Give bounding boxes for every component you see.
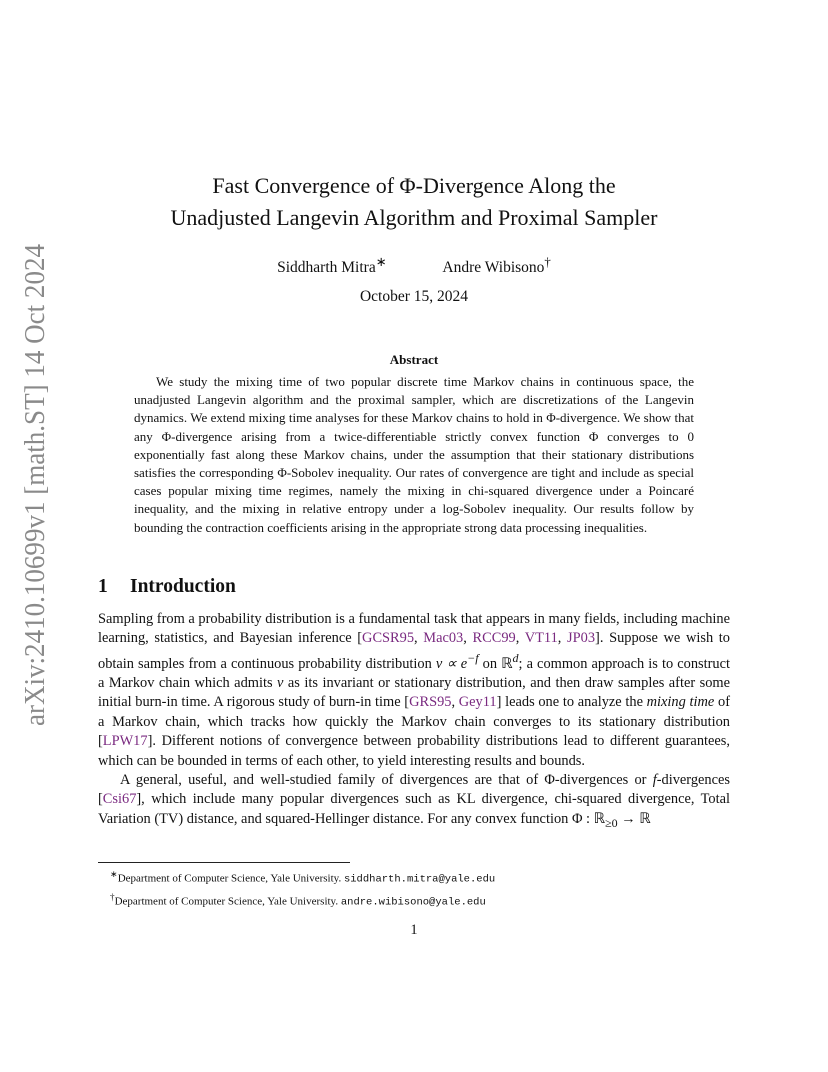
section-heading <box>98 576 236 598</box>
citation-link[interactable]: Csi67 <box>102 791 137 808</box>
citation-link[interactable]: Gey11 <box>458 694 497 711</box>
citation-link[interactable]: LPW17 <box>102 733 148 750</box>
text-run: ], which include many popular divergences such as KL divergence, chi-squared divergence, Total Variation (TV) distance, and squared-Hellinger distance. For any convex function <box>98 791 730 827</box>
text-run: -divergences [ <box>98 772 730 808</box>
math-sup: d <box>512 650 519 665</box>
math-run: Φ : ℝ <box>571 810 606 827</box>
text-run: ; a common approach is to construct a Markov chain which admits <box>98 655 731 692</box>
text-run: A general, useful, and well-studied family of divergences are that of Φ-divergences or <box>120 772 653 789</box>
text-run: ] leads one to analyze the <box>496 694 647 711</box>
paragraph-1 <box>98 610 730 771</box>
author-2-mark: † <box>544 254 551 269</box>
title-line-1: Fast Convergence of Φ-Divergence Along the <box>212 173 616 198</box>
text-run: ]. Different notions of convergence between probability distributions lead to different guarantees, which can be bounded in terms of each other, to yield interesting results and bounds. <box>98 733 730 769</box>
math-run: → ℝ <box>617 810 651 827</box>
footnote-mark: ∗ <box>110 869 118 879</box>
abstract-text: We study the mixing time of two popular discrete time Markov chains in continuous space, the unadjusted Langevin algorithm and the proximal sampler, which are discretizations of the Langevin dynamics. We extend mixing time analyses for these Markov chains to hold in Φ-divergence. We show that any Φ-divergence arising from a twice-differentiable strictly convex function Φ converges to 0 exponentially fast along these Markov chains, under the assumption that their stationary distributions satisfies the corresponding Φ-Sobolev inequality. Our rates of convergence are tight and include as special cases popular mixing time regimes, namely the mixing in chi-squared divergence under a Poincaré inequality, and the mixing in relative entropy under a log-Sobolev inequality. Our results follow by bounding the contraction coefficients arising in the appropriate strong data processing inequalities. <box>134 374 694 535</box>
citation-link[interactable]: VT11 <box>524 630 558 647</box>
email-address: siddharth.mitra@yale.edu <box>343 873 496 886</box>
math-run: ν <box>277 675 284 692</box>
citation-link[interactable]: Mac03 <box>423 630 464 647</box>
author-1-mark: ∗ <box>375 254 387 269</box>
email-address: andre.wibisono@yale.edu <box>340 896 486 909</box>
footnote-text: Department of Computer Science, Yale University. <box>114 895 341 908</box>
arxiv-identifier-stamp <box>14 244 52 726</box>
emphasis-run: mixing time <box>646 694 715 711</box>
paper-title <box>0 170 828 234</box>
math-sub: ≥0 <box>605 815 618 830</box>
math-run: ℝ <box>501 655 513 672</box>
title-line-2: Unadjusted Langevin Algorithm and Proximal Sampler <box>170 205 658 230</box>
text-run: , <box>463 630 473 647</box>
abstract-heading: Abstract <box>389 352 439 367</box>
page-number: 1 <box>410 922 418 938</box>
text-run: on <box>478 655 502 672</box>
text-run: , <box>451 694 459 711</box>
footnote-text: Department of Computer Science, Yale University. <box>117 872 344 885</box>
text-run: as its invariant or stationary distribution, and then draw samples after some initial burn-in time. A rigorous study of burn-in time [ <box>98 675 730 711</box>
text-run: , <box>515 630 525 647</box>
citation-link[interactable]: JP03 <box>567 630 596 647</box>
text-run: , <box>414 630 424 647</box>
text-run: of a Markov chain, which tracks how quickly the Markov chain converges to its stationary distribution [ <box>98 694 730 750</box>
paragraph-2 <box>98 771 730 833</box>
section-title: Introduction <box>130 576 236 597</box>
footnote-mark: † <box>110 891 115 902</box>
math-run: ν ∝ e <box>435 655 468 672</box>
body-text <box>98 610 730 833</box>
footnote-rule <box>98 862 350 863</box>
math-run: f <box>652 772 657 789</box>
text-run: , <box>557 630 568 647</box>
citation-link[interactable]: GCSR95 <box>362 630 415 647</box>
section-number: 1 <box>98 576 108 597</box>
author-1-name: Siddharth Mitra <box>277 259 376 277</box>
footnotes <box>98 866 738 911</box>
footnote-1 <box>98 866 738 889</box>
author-1 <box>277 254 386 277</box>
author-2 <box>442 254 550 277</box>
citation-link[interactable]: GRS95 <box>409 694 452 711</box>
math-sup: −f <box>467 650 479 665</box>
text-run: ]. Suppose we wish to obtain samples from a continuous probability distribution <box>98 630 730 672</box>
author-2-name: Andre Wibisono <box>442 259 545 277</box>
author-list <box>0 254 828 277</box>
text-run: Sampling from a probability distribution is a fundamental task that appears in many fields, including machine learning, statistics, and Bayesian inference [ <box>98 611 730 647</box>
arxiv-stamp-text: arXiv:2410.10699v1 [math.ST] 14 Oct 2024 <box>19 244 51 726</box>
footnote-2 <box>98 889 738 912</box>
citation-link[interactable]: RCC99 <box>472 630 516 647</box>
paper-date: October 15, 2024 <box>359 288 469 305</box>
